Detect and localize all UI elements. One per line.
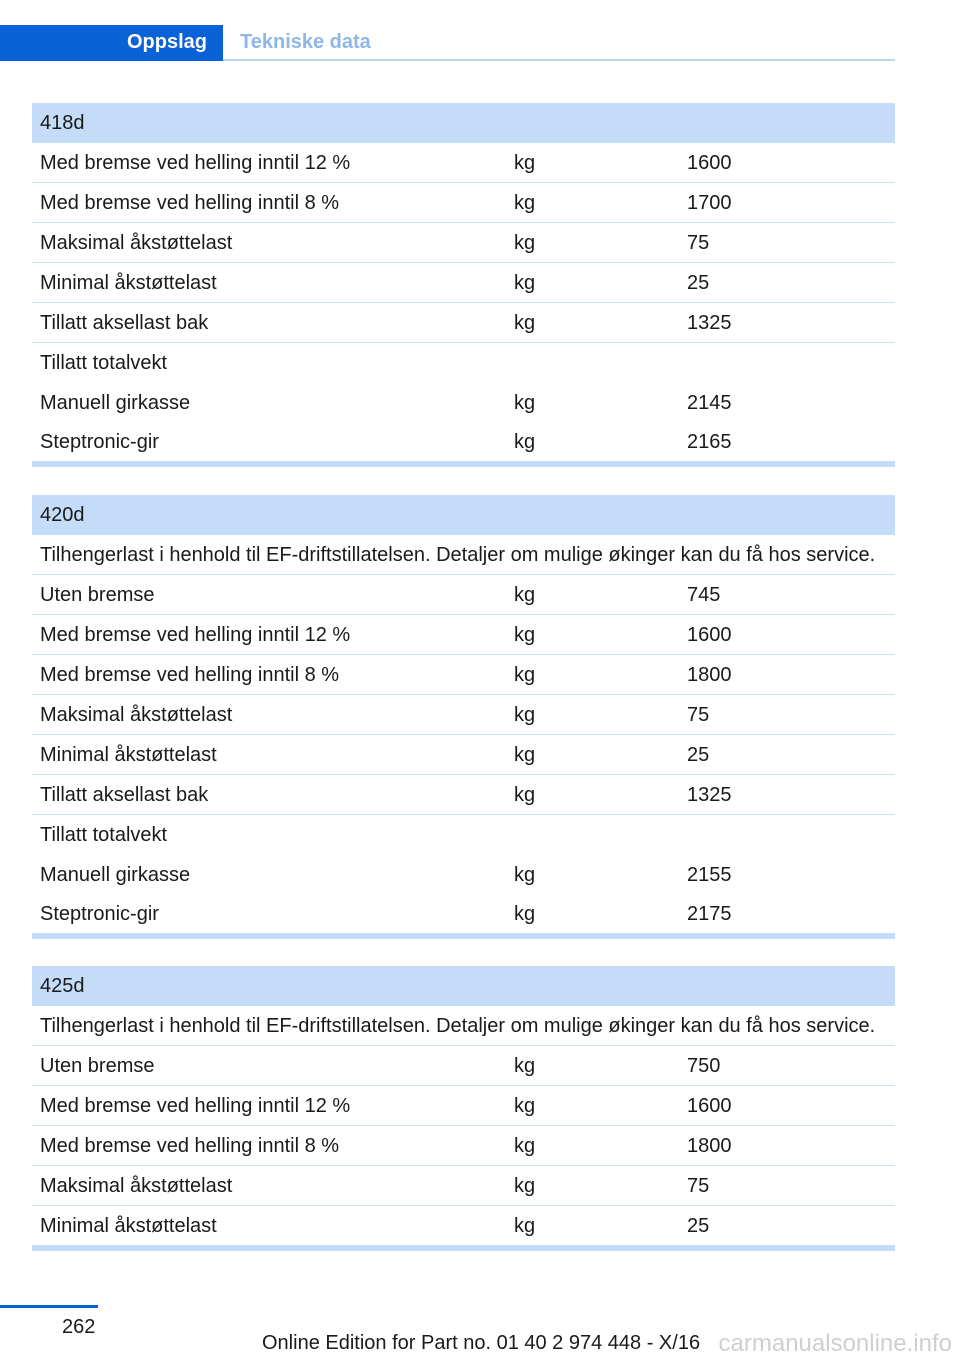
- row-value: 2145: [687, 391, 732, 414]
- row-label: Minimal åkstøttelast: [40, 1215, 217, 1237]
- row-label: Tillatt aksellast bak: [40, 312, 209, 334]
- table-row: [32, 775, 895, 815]
- row-value: 25: [687, 272, 710, 294]
- table-row: [32, 1046, 895, 1086]
- row-unit: kg: [514, 1135, 536, 1157]
- row-label: Maksimal åkstøttelast: [40, 1175, 233, 1197]
- row-label: Steptronic-gir: [40, 431, 159, 453]
- row-label: Med bremse ved helling inntil 12 %: [40, 624, 351, 646]
- row-label: Maksimal åkstøttelast: [40, 232, 233, 254]
- table-header: [32, 103, 895, 143]
- row-unit: kg: [514, 1095, 536, 1117]
- row-label: Tillatt totalvekt: [40, 352, 168, 374]
- edition-text: Online Edition for Part no. 01 40 2 974 448 - X/16: [262, 1332, 701, 1354]
- watermark: carmanualsonline.info: [718, 1330, 952, 1357]
- row-label: Uten bremse: [40, 584, 155, 606]
- row-label: Med bremse ved helling inntil 8 %: [40, 664, 340, 686]
- row-unit: kg: [514, 272, 536, 294]
- row-unit: kg: [514, 863, 536, 886]
- spec-table-420d: [32, 495, 895, 939]
- row-unit: kg: [514, 624, 536, 646]
- row-label: Uten bremse: [40, 1055, 155, 1077]
- note-text: Tilhengerlast i henhold til EF-driftstillatelsen. Detaljer om mulige økinger kan du få hos service.: [40, 544, 876, 566]
- table-row: [32, 855, 895, 895]
- row-label: Med bremse ved helling inntil 8 %: [40, 192, 340, 214]
- row-unit: kg: [514, 391, 536, 414]
- page-number: 262: [62, 1316, 96, 1338]
- tab-oppslag[interactable]: Oppslag: [0, 25, 223, 61]
- row-label: Maksimal åkstøttelast: [40, 704, 233, 726]
- spec-table-418d: [32, 103, 895, 467]
- row-value: 1700: [687, 192, 732, 214]
- row-unit: kg: [514, 1215, 536, 1237]
- row-unit: kg: [514, 1175, 536, 1197]
- row-value: 1325: [687, 312, 732, 334]
- row-label: Manuell girkasse: [40, 863, 191, 886]
- row-value: 1600: [687, 152, 732, 174]
- table-note: [32, 535, 895, 575]
- row-value: 25: [687, 744, 710, 766]
- row-label: Med bremse ved helling inntil 12 %: [40, 152, 351, 174]
- table-row: [32, 422, 895, 467]
- row-unit: kg: [514, 903, 536, 925]
- table-row: [32, 1206, 895, 1251]
- row-label: Med bremse ved helling inntil 12 %: [40, 1095, 351, 1117]
- table-row: [32, 655, 895, 695]
- note-text: Tilhengerlast i henhold til EF-driftstillatelsen. Detaljer om mulige økinger kan du få hos service.: [40, 1015, 876, 1037]
- table-row: [32, 1166, 895, 1206]
- row-value: 745: [687, 584, 721, 606]
- table-title: 420d: [40, 504, 85, 526]
- table-row: [32, 343, 895, 383]
- table-row: [32, 695, 895, 735]
- header-divider: [223, 59, 895, 61]
- row-value: 1800: [687, 1135, 732, 1157]
- row-label: Steptronic-gir: [40, 903, 159, 925]
- row-value: 2175: [687, 903, 732, 925]
- row-unit: kg: [514, 431, 536, 453]
- table-row: [32, 894, 895, 939]
- table-row: [32, 183, 895, 223]
- table-row: [32, 1126, 895, 1166]
- table-note: [32, 1006, 895, 1046]
- table-title: 418d: [40, 112, 85, 134]
- row-value: 75: [687, 1175, 710, 1197]
- row-value: 2165: [687, 431, 732, 453]
- row-unit: kg: [514, 664, 536, 686]
- table-row: [32, 615, 895, 655]
- row-label: Tillatt totalvekt: [40, 824, 168, 846]
- table-row: [32, 303, 895, 343]
- row-value: 25: [687, 1215, 710, 1237]
- table-title: 425d: [40, 975, 85, 997]
- row-label: Minimal åkstøttelast: [40, 272, 217, 294]
- footer-divider: [0, 1305, 98, 1308]
- row-unit: kg: [514, 584, 536, 606]
- row-value: 75: [687, 704, 710, 726]
- table-row: [32, 735, 895, 775]
- row-label: Minimal åkstøttelast: [40, 744, 217, 766]
- table-row: [32, 575, 895, 615]
- row-label: Tillatt aksellast bak: [40, 784, 209, 806]
- table-row: [32, 223, 895, 263]
- table-row: [32, 263, 895, 303]
- spec-table-425d: [32, 966, 895, 1251]
- table-row: [32, 1086, 895, 1126]
- row-value: 1325: [687, 784, 732, 806]
- row-label: Med bremse ved helling inntil 8 %: [40, 1135, 340, 1157]
- row-label: Manuell girkasse: [40, 391, 191, 414]
- table-row: [32, 143, 895, 183]
- row-unit: kg: [514, 312, 536, 334]
- table-row: [32, 383, 895, 423]
- table-row: [32, 815, 895, 855]
- row-unit: kg: [514, 744, 536, 766]
- row-value: 2155: [687, 863, 732, 886]
- row-value: 75: [687, 232, 710, 254]
- row-unit: kg: [514, 152, 536, 174]
- row-value: 1800: [687, 664, 732, 686]
- row-unit: kg: [514, 1055, 536, 1077]
- row-value: 1600: [687, 1095, 732, 1117]
- page-header: [0, 25, 895, 61]
- row-unit: kg: [514, 704, 536, 726]
- tab-tekniske-data[interactable]: Tekniske data: [240, 31, 371, 53]
- row-unit: kg: [514, 784, 536, 806]
- row-unit: kg: [514, 192, 536, 214]
- row-value: 1600: [687, 624, 732, 646]
- table-header: [32, 495, 895, 535]
- row-value: 750: [687, 1055, 721, 1077]
- row-unit: kg: [514, 232, 536, 254]
- table-header: [32, 966, 895, 1006]
